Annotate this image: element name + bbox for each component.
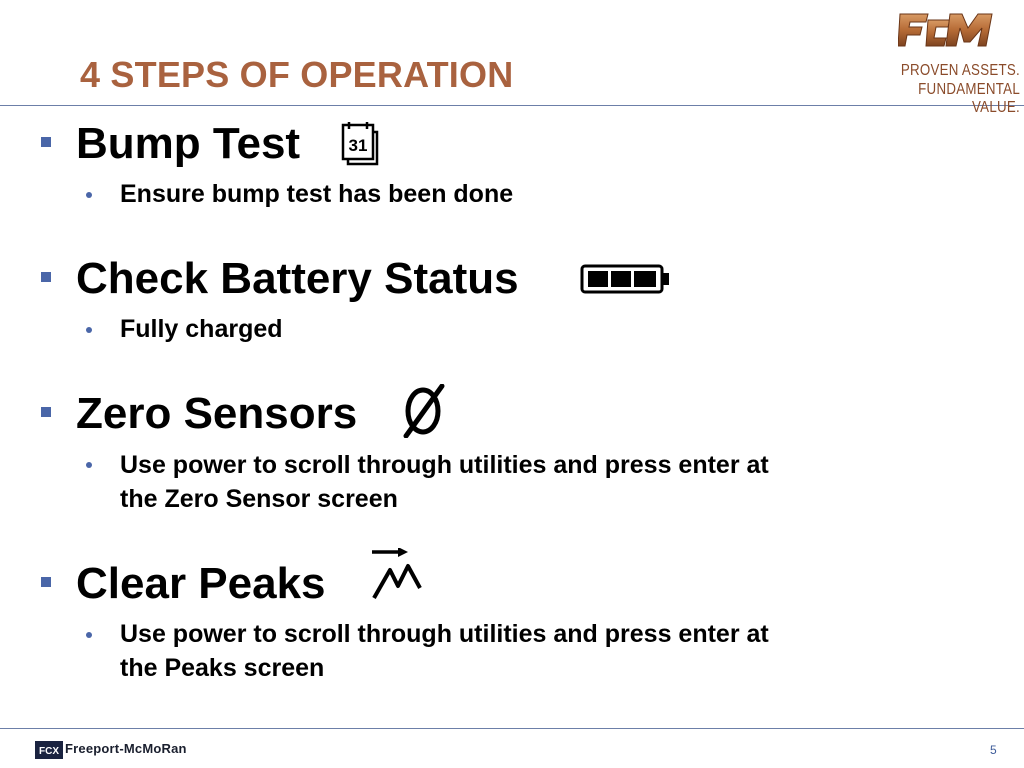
step-heading: Check Battery Status xyxy=(76,254,519,303)
step-heading: Bump Test xyxy=(76,119,301,168)
detail-bullet xyxy=(86,192,92,198)
step-heading: Zero Sensors xyxy=(76,389,358,438)
zero-sensor-icon xyxy=(402,384,446,438)
footer-brand: Freeport-McMoRan xyxy=(65,741,187,756)
detail-bullet xyxy=(86,462,92,468)
calendar-icon-day: 31 xyxy=(348,136,368,155)
detail-bullet xyxy=(86,327,92,333)
peaks-icon xyxy=(368,548,424,602)
step-bullet xyxy=(41,137,51,147)
battery-icon xyxy=(580,263,672,295)
slide-title: 4 STEPS OF OPERATION xyxy=(80,54,514,95)
step-bullet xyxy=(41,577,51,587)
logo-tagline-line2: FUNDAMENTAL VALUE. xyxy=(918,81,1020,116)
footer-logo-mark xyxy=(35,741,63,759)
company-logo xyxy=(860,6,1020,116)
step-heading: Clear Peaks xyxy=(76,559,326,608)
calendar-icon xyxy=(340,120,380,166)
step-detail: Fully charged xyxy=(120,315,283,343)
title-divider xyxy=(0,105,1024,106)
step-detail: Use power to scroll through utilities and press enter at the Zero Sensor screen xyxy=(120,451,769,513)
step-bullet xyxy=(41,272,51,282)
footer-divider xyxy=(0,728,1024,729)
fcx-logo-mark xyxy=(898,8,994,52)
logo-tagline-line1: PROVEN ASSETS. xyxy=(900,62,1020,79)
footer-logo-mark-text: FCX xyxy=(39,746,59,757)
page-number: 5 xyxy=(990,743,997,757)
step-detail: Use power to scroll through utilities and press enter at the Peaks screen xyxy=(120,620,769,682)
step-bullet xyxy=(41,407,51,417)
detail-bullet xyxy=(86,632,92,638)
step-detail: Ensure bump test has been done xyxy=(120,180,514,208)
